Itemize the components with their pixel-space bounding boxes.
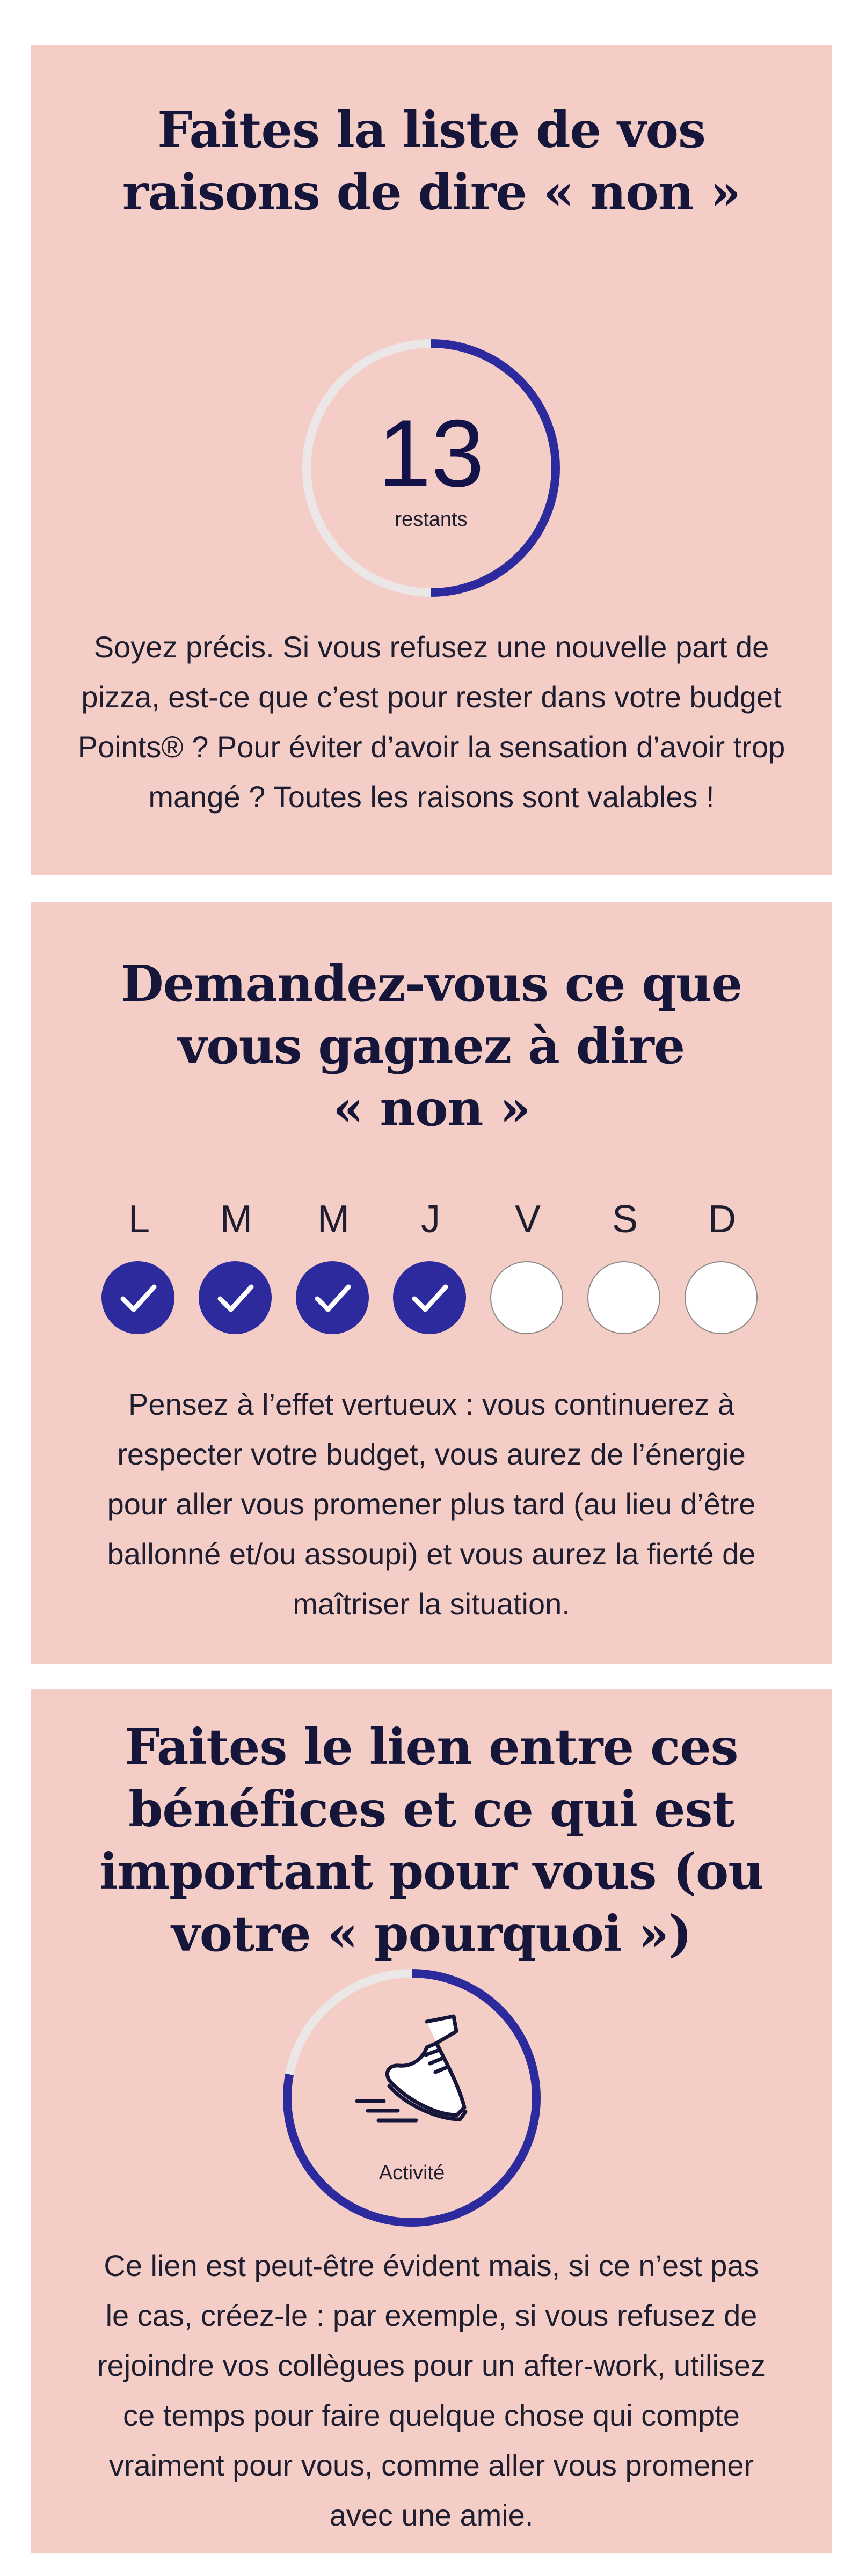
body-line: maîtriser la situation. xyxy=(293,1587,570,1621)
day-letter: S xyxy=(612,1198,638,1241)
body-line: pizza, est-ce que c’est pour rester dans votre budget xyxy=(81,680,782,714)
check-icon xyxy=(296,1261,369,1334)
title-line: Faites le lien entre ces xyxy=(125,1718,738,1776)
body-line: ballonné et/ou assoupi) et vous aurez la fierté de xyxy=(107,1537,756,1571)
remaining-counter-ring xyxy=(301,338,561,598)
card-title xyxy=(31,953,832,1139)
activity-ring xyxy=(282,1968,542,2228)
card-link-benefits xyxy=(31,1689,832,2553)
check-icon xyxy=(199,1261,272,1334)
counter-value: 13 xyxy=(378,400,484,507)
day-check xyxy=(490,1261,563,1334)
day-letter: J xyxy=(421,1198,440,1241)
day-check xyxy=(393,1261,466,1334)
title-line: « non » xyxy=(332,1079,530,1137)
day-check xyxy=(101,1261,174,1334)
body-line: ce temps pour faire quelque chose qui compte xyxy=(123,2398,740,2432)
week-tracker xyxy=(31,1197,832,1336)
body-line: Ce lien est peut-être évident mais, si ce n’est pas xyxy=(104,2249,759,2282)
sneaker-icon xyxy=(346,2006,475,2134)
body-line: vraiment pour vous, comme aller vous promener xyxy=(108,2448,754,2482)
card-body xyxy=(68,1379,795,1629)
body-line: Pensez à l’effet vertueux : vous continuerez à xyxy=(128,1387,734,1421)
day-letter: M xyxy=(220,1198,252,1241)
title-line: votre « pourquoi ») xyxy=(171,1905,691,1963)
day-check xyxy=(296,1261,369,1334)
card-body xyxy=(68,622,795,822)
body-line: le cas, créez-le : par exemple, si vous refusez de xyxy=(105,2299,758,2332)
day-check xyxy=(199,1261,272,1334)
body-line: respecter votre budget, vous aurez de l’énergie xyxy=(117,1437,746,1471)
check-icon xyxy=(101,1261,174,1334)
day-letter: D xyxy=(708,1198,736,1241)
card-list-reasons xyxy=(31,45,832,875)
body-line: rejoindre vos collègues pour un after-work, utilisez xyxy=(97,2348,766,2382)
card-title xyxy=(31,1716,832,1965)
body-line: Points® ? Pour éviter d’avoir la sensation d’avoir trop xyxy=(77,730,785,764)
day-letter: V xyxy=(514,1198,541,1241)
title-line: raisons de dire « non » xyxy=(122,163,741,221)
day-check xyxy=(685,1261,758,1334)
body-line: mangé ? Toutes les raisons sont valables ! xyxy=(148,780,715,814)
body-line: pour aller vous promener plus tard (au lieu d’être xyxy=(107,1487,756,1521)
title-line: important pour vous (ou xyxy=(99,1842,764,1900)
card-body xyxy=(68,2241,795,2540)
card-title xyxy=(31,99,832,223)
title-line: vous gagnez à dire xyxy=(178,1017,685,1075)
day-letter: M xyxy=(317,1198,350,1241)
title-line: Faites la liste de vos xyxy=(157,101,705,159)
counter-label: restants xyxy=(395,508,468,531)
day-letter: L xyxy=(128,1198,150,1241)
check-icon xyxy=(393,1261,466,1334)
body-line: avec une amie. xyxy=(329,2498,534,2532)
title-line: Demandez-vous ce que xyxy=(120,955,742,1013)
body-line: Soyez précis. Si vous refusez une nouvelle part de xyxy=(93,630,769,664)
day-check xyxy=(587,1261,660,1334)
card-ask-yourself xyxy=(31,902,832,1664)
activity-label: Activité xyxy=(378,2162,445,2184)
title-line: bénéfices et ce qui est xyxy=(128,1780,734,1838)
